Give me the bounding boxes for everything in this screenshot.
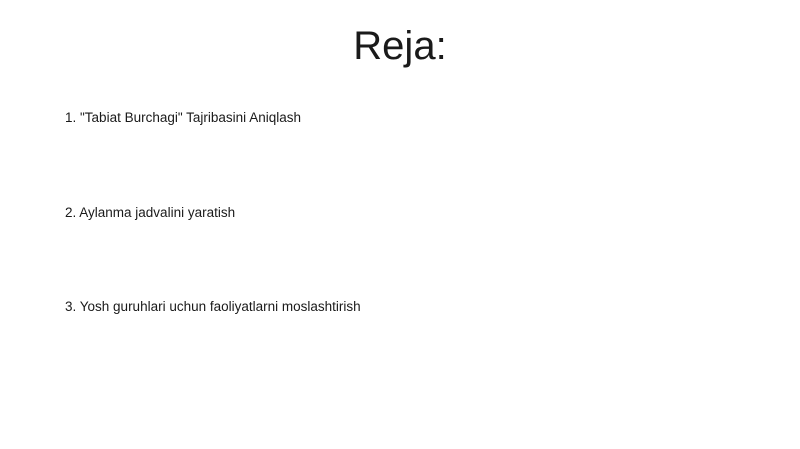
slide-title: Reja:	[353, 24, 447, 68]
plan-item-2: 2. Aylanma jadvalini yaratish	[65, 205, 236, 220]
plan-item-3: 3. Yosh guruhlari uchun faoliyatlarni moslashtirish	[65, 299, 361, 314]
plan-item-1: 1. "Tabiat Burchagi" Tajribasini Aniqlash	[65, 110, 301, 125]
